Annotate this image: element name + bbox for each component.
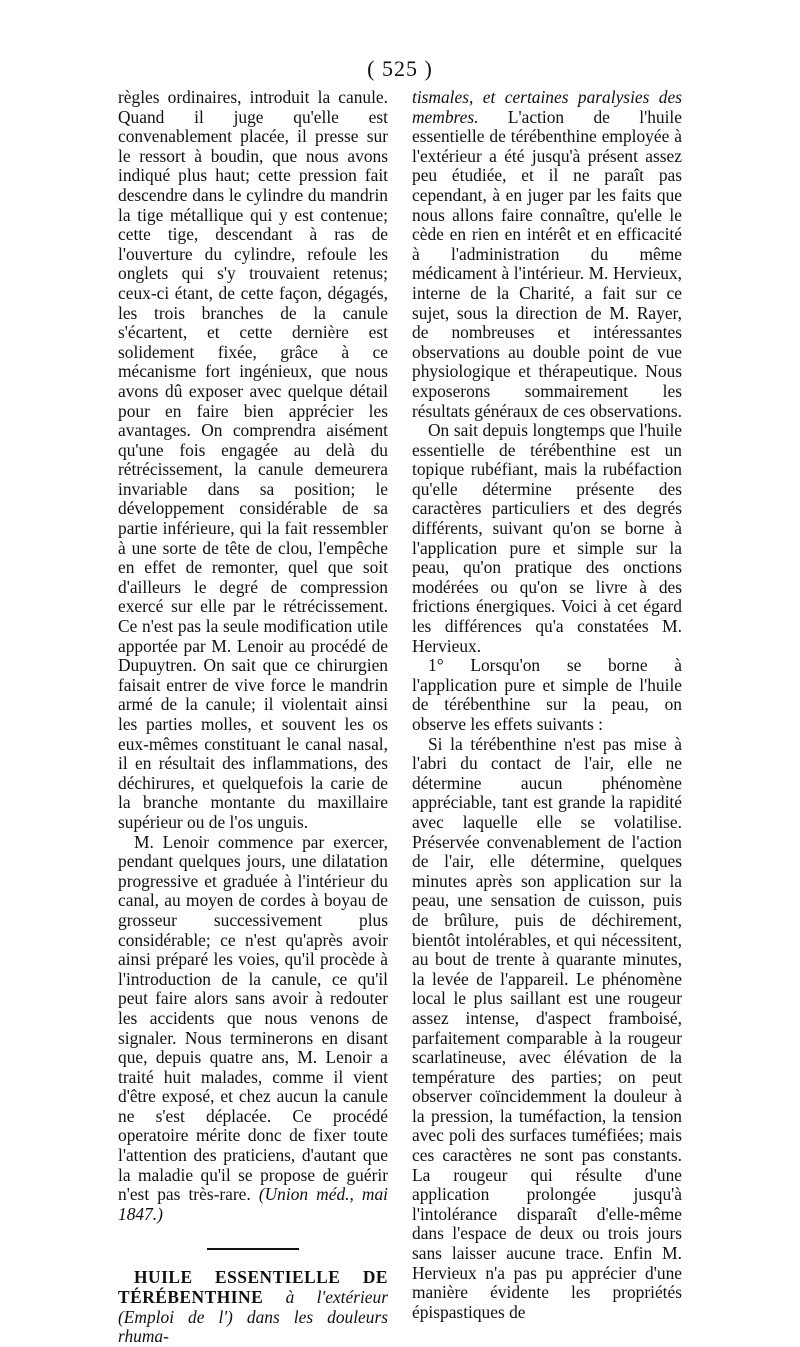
paragraph: 1° Lorsqu'on se borne à l'application pure et simple de l'huile de térébenthine sur la peau, on observe les effets suivants : <box>412 655 682 734</box>
paragraph-text: M. Lenoir commence par exercer, pendant quelques jours, une dilatation progressive et graduée à l'intérieur du canal, au moyen de cordes à boyau de grosseur successivement plus considérable; ce n'est qu'après avoir ainsi préparé les voies, qu'il procède à l'introduction de la canule, ce qu'il peut faire alors sans avoir à redouter les accidents que nous venons de signaler. Nous terminerons en disant que, depuis quatre ans, M. Lenoir a traité huit malades, comme il vient d'être exposé, et chez aucun la canule ne s'est déplacée. Ce procédé operatoire mérite donc de fixer toute l'attention des praticiens, d'autant que la maladie qu'il se propose de guérir n'est pas très-rare. <box>118 831 388 1205</box>
paragraph: règles ordinaires, introduit la canule. Quand il juge qu'elle est convenablement placée, il presse sur le ressort à boudin, que nous avons indiqué plus haut; cette pression fait descendre dans le cylindre du mandrin la tige métallique qui y est contenue; cette tige, descendant à ras de l'ouverture du cylindre, refoule les onglets qui s'y trouvaient retenus; ceux-ci étant, de cette façon, dégagés, les trois branches de la canule s'écartent, et cette dernière est solidement fixée, grâce à ce mécanisme fort ingénieux, que nous avons dû exposer avec quelque détail pour en faire bien apprécier les avantages. On comprendra aisément qu'une fois engagée au delà du rétrécissement, la canule demeurera invariable dans sa position; le développement considérable de sa partie inférieure, qui la fait ressembler à une sorte de tête de clou, l'empêche en effet de remonter, quel que soit d'ailleurs le degré de compression exercé sur elle par le rétrécissement. Ce n'est pas la seule modification utile apportée par M. Lenoir au procédé de Dupuytren. On sait que ce chirurgien faisait entrer de vive force le mandrin armé de la canule; il violentait ainsi les parties molles, et souvent les os eux-mêmes constituant le canal nasal, il en résultait des inflammations, des déchirures, et quelquefois la carie de la branche montante du maxillaire supérieur ou de l'os unguis. <box>118 87 388 832</box>
paragraph: Si la térébenthine n'est pas mise à l'abri du contact de l'air, elle ne détermine aucun phénomène appréciable, tant est grande la rapidité avec laquelle elle se volatilise. Préservée convenablement de l'action de l'air, elle détermine, quelques minutes après son application sur la peau, une sensation de cuisson, puis de brûlure, puis de déchirement, bientôt intolérables, et qui nécessitent, au bout de trente à quarante minutes, la levée de l'appareil. Le phénomène local le plus saillant est une rougeur assez intense, d'aspect framboisé, parfaitement comparable à la rougeur scarlatineuse, avec élévation de la température des parties; on peut observer coïncidemment la douleur à la pression, la tuméfaction, la tension avec poli des surfaces tuméfiées; mais ces caractères ne sont pas constants. La rougeur qui résulte d'une application prolongée jusqu'à l'intolérance disparaît d'elle-même dans l'espace de deux ou trois jours sans laisser aucune trace. Enfin M. Hervieux n'a pas pu apprécier d'une manière évidente les propriétés épispastiques de <box>412 733 682 1322</box>
section-divider <box>207 1248 299 1250</box>
paragraph: On sait depuis longtemps que l'huile essentielle de térébenthine est un topique rubéfiant, mais la rubéfaction qu'elle détermine présente des caractères particuliers et des degrés différents, suivant qu'on se borne à l'application pure et simple sur la peau, qu'on pratique des onctions modérées ou qu'on se livre à des frictions énergiques. Voici à cet égard les différences qu'a constatées M. Hervieux. <box>412 420 682 656</box>
citation: (Union méd., mai 1847.) <box>118 1184 388 1224</box>
right-column <box>412 88 682 1322</box>
paragraph <box>412 88 682 421</box>
section-heading <box>118 1268 388 1346</box>
paragraph-text: L'action de l'huile essentielle de térébenthine employée à l'extérieur a été jusqu'à présent assez peu étudiée, et il ne paraît pas cependant, à en juger par les faits que nous allons faire connaître, qu'elle le cède en rien en intérêt et en efficacité à l'administration du même médicament à l'intérieur. M. Hervieux, interne de la Charité, a fait sur ce sujet, sous la direction de M. Rayer, de nombreuses et intéressantes observations au double point de vue physiologique et thérapeutique. Nous exposerons sommairement les résultats généraux de ces observations. <box>412 106 682 421</box>
left-column <box>118 88 388 1347</box>
heading-italic: à l'extérieur (Emploi de l') dans les douleurs rhuma- <box>118 1287 388 1347</box>
page-number: ( 525 ) <box>367 56 433 81</box>
heading-caps: HUILE ESSENTIELLE DE TÉRÉBENTHINE <box>118 1267 388 1308</box>
paragraph <box>118 833 388 1225</box>
heading-continuation: tismales, et certaines paralysies des membres. <box>412 87 682 127</box>
